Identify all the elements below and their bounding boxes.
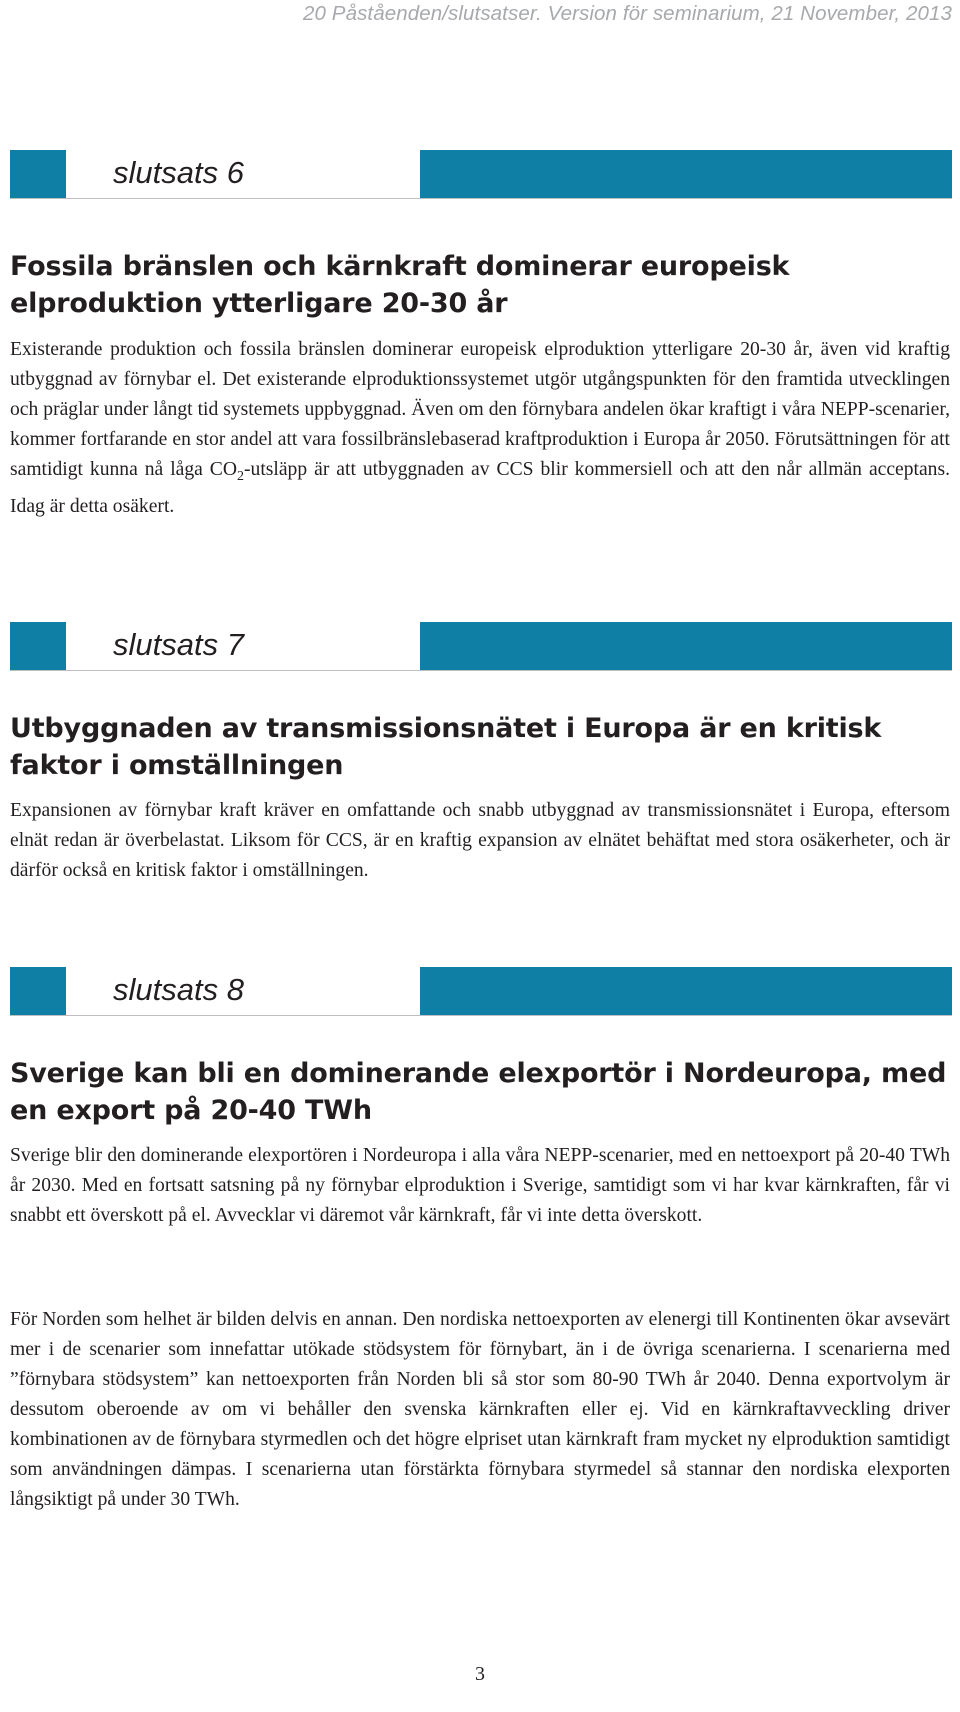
section-heading: Utbyggnaden av transmissionsnätet i Europa är en kritisk faktor i omställningen [10, 713, 882, 781]
subscript: 2 [237, 468, 245, 484]
section-slutsats-6 [0, 150, 960, 198]
accent-square [10, 622, 66, 670]
section-label: slutsats 8 [113, 972, 244, 1007]
section-band [0, 622, 960, 670]
accent-square [10, 150, 66, 198]
section-rule [10, 670, 952, 671]
section-label: slutsats 6 [113, 155, 244, 190]
section-body: Expansionen av förnybar kraft kräver en omfattande och snabb utbyggnad av transmissionsnätet i Europa, eftersom elnät redan är överbelastat. Liksom för CCS, är en kraftig expansion av elnätet behäftat med stora osäkerheter, och är därför också en kritisk faktor i omställningen. [10, 800, 950, 881]
section-body-2: För Norden som helhet är bilden delvis en annan. Den nordiska nettoexporten av elenergi till Kontinenten ökar avsevärt mer i de scenarier som innefattar utökade stödsystem för förnybart, än i de övriga scenarierna. I scenarierna med ”förnybara stödsystem” kan nettoexporten från Norden bli så stor som 80-90 TWh år 2040. Denna exportvolym är dessutom oberoende av om vi behåller den svenska kärnkraften eller ej. Vid en kärnkraftavveckling driver kombinationen av de förnybara styrmedlen och det högre elpriset utan kärnkraft fram mycket ny elproduktion samtidigt som användningen dämpas. I scenarierna utan förstärkta förnybara styrmedel så stannar den nordiska elexporten långsiktigt på under 30 TWh. [10, 1309, 950, 1510]
section-slutsats-7 [0, 622, 960, 670]
accent-square [10, 967, 66, 1015]
section-band [0, 967, 960, 1015]
section-heading: Fossila bränslen och kärnkraft dominerar europeisk elproduktion ytterligare 20-30 år [10, 251, 790, 319]
page-number: 3 [475, 1663, 485, 1685]
section-slutsats-8 [0, 967, 960, 1015]
section-band [0, 150, 960, 198]
section-label: slutsats 7 [113, 627, 244, 662]
section-body: Existerande produktion och fossila bränslen dominerar europeisk elproduktion ytterligare 20-30 år, även vid kraftig utbyggnad av förnybar el. Det existerande elproduktionssystemet utgör utgångspunkten för den framtida utvecklingen och präglar under långt tid systemets uppbyggnad. Även om den förnybara andelen ökar kraftigt i våra NEPP-scenarier, kommer fortfarande en stor andel att vara fossilbränslebaserad kraftproduktion i Europa år 2050. Förutsättningen för att samtidigt kunna nå låga $CO_2$-utsläpp är att utbyggnaden av CCS blir kommersiell och att den når allmän acceptans. Idag är detta osäkert. [10, 339, 950, 517]
accent-bar [420, 622, 952, 670]
section-body: Sverige blir den dominerande elexportören i Nordeuropa i alla våra NEPP-scenarier, med en nettoexport på 20-40 TWh år 2030. Med en fortsatt satsning på ny förnybar elproduktion i Sverige, samtidigt som vi har kvar kärnkraften, får vi snabbt ett överskott på el. Avvecklar vi däremot vår kärnkraft, får vi inte detta överskott. [10, 1145, 950, 1226]
accent-bar [420, 150, 952, 198]
section-rule [10, 198, 952, 199]
section-heading: Sverige kan bli en dominerande elexportör i Nordeuropa, med en export på 20-40 TWh [10, 1058, 947, 1126]
section-rule [10, 1015, 952, 1016]
running-head: 20 Påståenden/slutsatser. Version för seminarium, 21 November, 2013 [303, 2, 952, 25]
accent-bar [420, 967, 952, 1015]
